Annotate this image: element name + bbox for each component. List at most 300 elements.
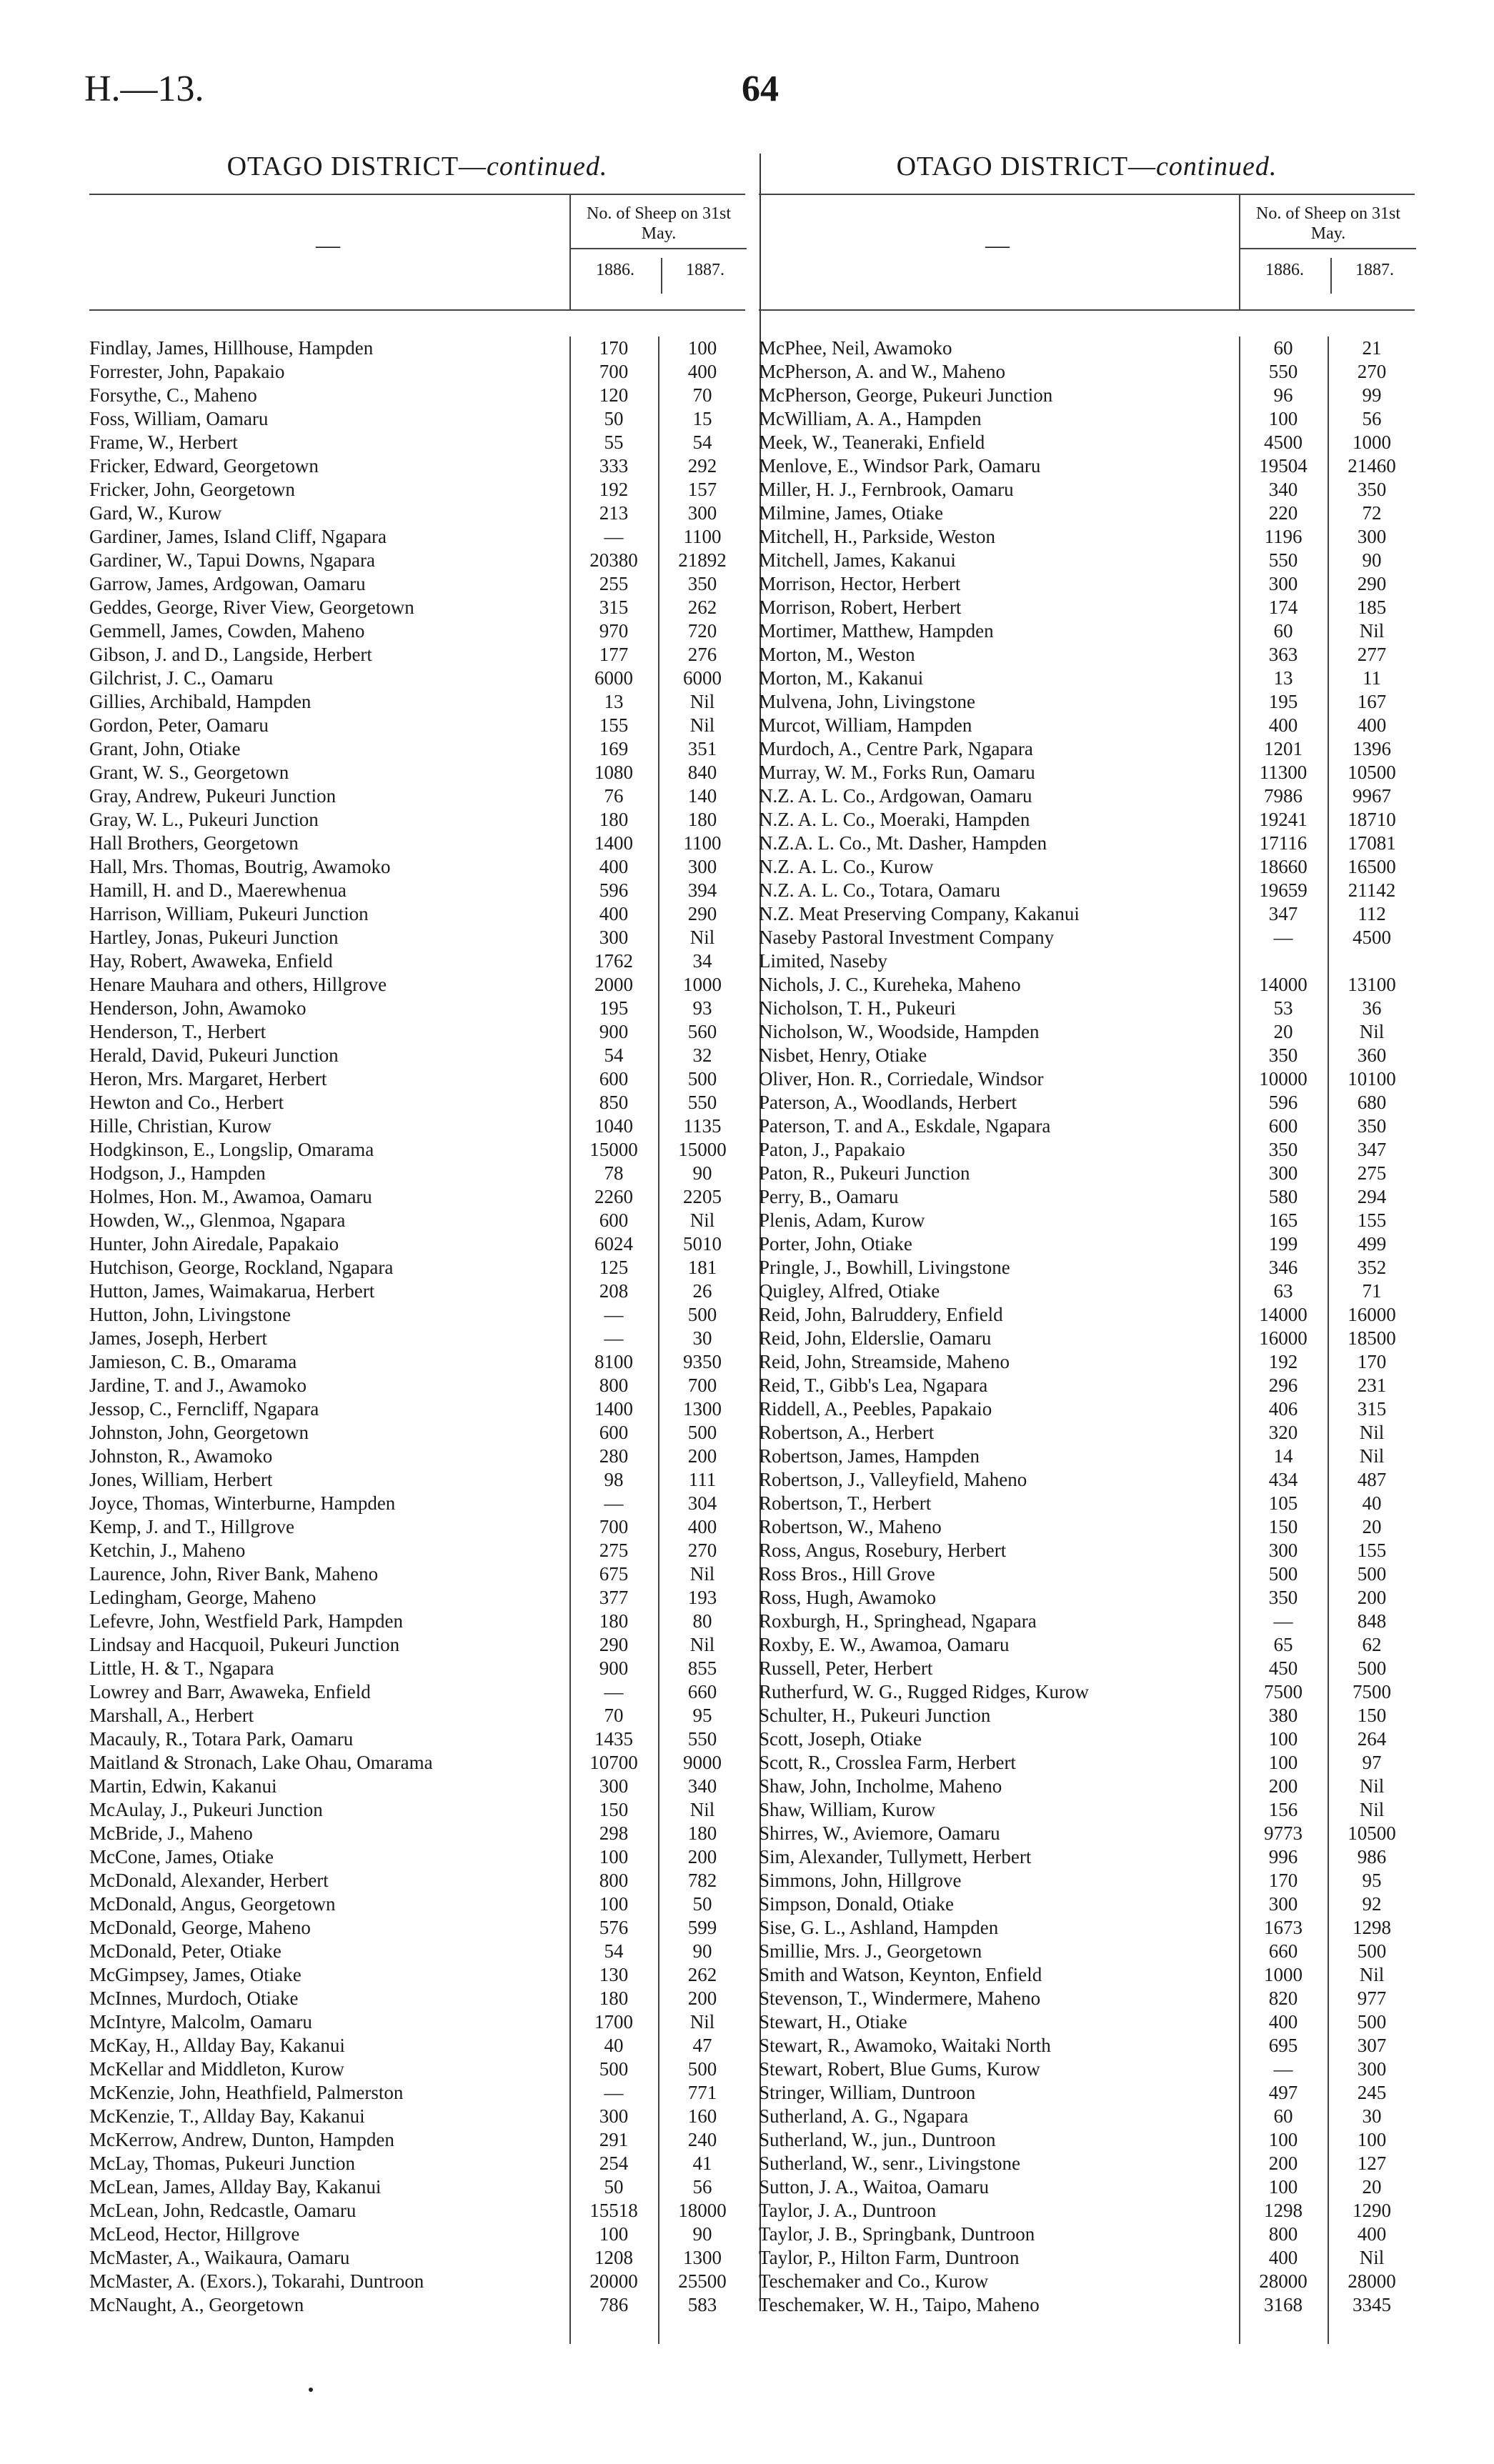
name-column-header: — — [316, 232, 340, 259]
table-row — [759, 1751, 1415, 1775]
sheep-count-1887: 300 — [1357, 2058, 1387, 2080]
sheep-count-1886: 400 — [1268, 2247, 1298, 2268]
year-1887-header: 1887. — [661, 258, 748, 294]
sheep-count-1886: — — [604, 1492, 624, 1514]
sheep-count-1887: 10100 — [1348, 1068, 1396, 1089]
sheep-count-1887: 21142 — [1348, 879, 1396, 901]
table-row — [89, 808, 745, 832]
table-row — [89, 549, 745, 572]
sheep-count-1886: 700 — [599, 361, 629, 382]
table-row — [759, 2175, 1415, 2199]
owner-name: McLay, Thomas, Pukeuri Junction — [89, 2153, 355, 2174]
sheep-count-1887: 262 — [687, 597, 717, 618]
table-row — [89, 997, 745, 1020]
owner-name: Roxburgh, H., Springhead, Ngapara — [759, 1610, 1037, 1632]
sheep-count-1887: 170 — [1357, 1351, 1387, 1372]
sheep-count-1886: 170 — [1268, 1870, 1298, 1891]
sheep-count-1887: 200 — [687, 1987, 717, 2009]
table-row — [89, 1209, 745, 1232]
table-row — [89, 1445, 745, 1468]
table-row — [759, 784, 1415, 808]
owner-name: Garrow, James, Ardgowan, Oamaru — [89, 573, 366, 594]
table-row — [759, 1562, 1415, 1586]
sheep-count-1886: 55 — [604, 432, 624, 453]
sheep-count-1886: 580 — [1268, 1186, 1298, 1207]
sheep-count-1886: 1400 — [594, 1398, 633, 1420]
owner-name: Murcot, William, Hampden — [759, 714, 972, 736]
sheep-count-1887: 180 — [687, 809, 717, 830]
owner-name: Grant, W. S., Georgetown — [89, 762, 289, 783]
sheep-count-1886: 300 — [1268, 1162, 1298, 1184]
sheep-column-header — [569, 195, 747, 309]
owner-name: Gard, W., Kurow — [89, 502, 222, 524]
owner-name: McMaster, A. (Exors.), Tokarahi, Duntroon — [89, 2270, 424, 2292]
owner-name: Nisbet, Henry, Otiake — [759, 1044, 927, 1066]
sheep-count-1886: 54 — [604, 1044, 624, 1066]
table-row — [759, 643, 1415, 667]
sheep-count-1887: Nil — [689, 2011, 715, 2032]
sheep-count-1887: 21460 — [1348, 455, 1396, 477]
owner-name: Mitchell, H., Parkside, Weston — [759, 526, 996, 547]
sheep-count-1887: 160 — [687, 2105, 717, 2127]
sheep-count-1887: 36 — [1362, 997, 1382, 1019]
sheep-count-1887: 290 — [1357, 573, 1387, 594]
table-row — [89, 855, 745, 879]
table-row — [759, 549, 1415, 572]
sheep-count-1886: 850 — [599, 1092, 629, 1113]
table-row — [759, 1822, 1415, 1845]
sheep-count-1886: 13 — [1273, 667, 1293, 689]
table-row — [89, 1350, 745, 1374]
sheep-count-1887: 1300 — [683, 2247, 722, 2268]
owner-name: Plenis, Adam, Kurow — [759, 1209, 925, 1231]
sheep-count-1887: 90 — [692, 2223, 712, 2245]
owner-name: Jamieson, C. B., Omarama — [89, 1351, 297, 1372]
sheep-count-1886: 195 — [599, 997, 629, 1019]
owner-name: Hewton and Co., Herbert — [89, 1092, 284, 1113]
table-row — [89, 572, 745, 596]
sheep-count-1886: 786 — [599, 2294, 629, 2315]
sheep-count-1886: 1673 — [1264, 1917, 1303, 1938]
sheep-count-1886: 291 — [599, 2129, 629, 2150]
sheep-count-1886: 192 — [599, 479, 629, 500]
owner-name: Gordon, Peter, Oamaru — [89, 714, 269, 736]
table-row — [89, 619, 745, 643]
sheep-count-1887: 300 — [687, 502, 717, 524]
owner-name: N.Z. A. L. Co., Ardgowan, Oamaru — [759, 785, 1032, 807]
sheep-count-1887: 50 — [692, 1893, 712, 1915]
table-row — [759, 1916, 1415, 1940]
owner-name: Teschemaker, W. H., Taipo, Maheno — [759, 2294, 1040, 2315]
table-row — [759, 1209, 1415, 1232]
owner-name: McWilliam, A. A., Hampden — [759, 408, 982, 429]
owner-name: Meek, W., Teaneraki, Enfield — [759, 432, 985, 453]
table-row — [89, 1562, 745, 1586]
sheep-count-1887: Nil — [689, 1634, 715, 1655]
sheep-count-1886: 19659 — [1259, 879, 1308, 901]
year-1886-header: 1886. — [596, 261, 634, 279]
sheep-count-1887: 1298 — [1353, 1917, 1391, 1938]
owner-name: Henderson, T., Herbert — [89, 1021, 267, 1042]
owner-name: McLean, James, Allday Bay, Kakanui — [89, 2176, 382, 2198]
sheep-count-1886: 320 — [1268, 1422, 1298, 1443]
table-row — [89, 2293, 745, 2317]
sheep-count-1887: 20 — [1362, 2176, 1382, 2198]
sheep-count-1887: 25500 — [678, 2270, 727, 2292]
sheep-count-1887: 13100 — [1348, 974, 1396, 995]
table-row — [759, 1374, 1415, 1397]
sheep-count-1886: 100 — [599, 1846, 629, 1867]
sheep-count-1886: 290 — [599, 1634, 629, 1655]
owner-name: Foss, William, Oamaru — [89, 408, 269, 429]
sheep-count-1887: Nil — [689, 714, 715, 736]
owner-name: Forsythe, C., Maheno — [89, 384, 257, 406]
sheep-count-1887: 40 — [1362, 1492, 1382, 1514]
sheep-count-1886: 596 — [1268, 1092, 1298, 1113]
sheep-count-1886: 13 — [604, 691, 624, 712]
sheep-count-1886: 16000 — [1259, 1327, 1308, 1349]
owner-name: Hamill, H. and D., Maerewhenua — [89, 879, 347, 901]
sheep-count-1887: 200 — [687, 1846, 717, 1867]
sheep-count-1886: 377 — [599, 1587, 629, 1608]
table-row — [759, 360, 1415, 384]
sheep-count-1886: 600 — [599, 1068, 629, 1089]
owner-name: Paton, J., Papakaio — [759, 1139, 905, 1160]
owner-name: McPherson, George, Pukeuri Junction — [759, 384, 1053, 406]
left-table-header — [89, 194, 745, 311]
table-row — [89, 714, 745, 737]
sheep-count-1887: 500 — [687, 1068, 717, 1089]
sheep-count-1887: 855 — [687, 1657, 717, 1679]
sheep-count-1887: 2205 — [683, 1186, 722, 1207]
sheep-count-1886: 8100 — [594, 1351, 633, 1372]
owner-name: Nichols, J. C., Kureheka, Maheno — [759, 974, 1021, 995]
sheep-count-1887: 200 — [687, 1445, 717, 1467]
sheep-count-1887: 18710 — [1348, 809, 1396, 830]
owner-name: N.Z. A. L. Co., Kurow — [759, 856, 934, 877]
table-row — [89, 832, 745, 855]
sheep-count-1886: 96 — [1273, 384, 1293, 406]
sheep-count-1886: 9773 — [1264, 1822, 1303, 1844]
table-row — [89, 1869, 745, 1892]
sheep-count-1887: 28000 — [1348, 2270, 1396, 2292]
owner-name: Hutton, James, Waimakarua, Herbert — [89, 1280, 375, 1302]
owner-name: Stevenson, T., Windermere, Maheno — [759, 1987, 1041, 2009]
table-row — [759, 1091, 1415, 1114]
table-row — [759, 1327, 1415, 1350]
table-row — [759, 1232, 1415, 1256]
owner-name: Little, H. & T., Ngapara — [89, 1657, 274, 1679]
owner-name: Gardiner, James, Island Cliff, Ngapara — [89, 526, 387, 547]
table-row — [759, 1845, 1415, 1869]
sheep-count-1886: 150 — [599, 1799, 629, 1820]
sheep-count-1886: 6024 — [594, 1233, 633, 1255]
sheep-count-1886: 350 — [1268, 1044, 1298, 1066]
sheep-count-1887: 193 — [687, 1587, 717, 1608]
owner-name: Schulter, H., Pukeuri Junction — [759, 1705, 991, 1726]
table-row — [89, 2034, 745, 2058]
sheep-count-1887: 400 — [1357, 714, 1387, 736]
table-row — [759, 1114, 1415, 1138]
sheep-count-1887: 840 — [687, 762, 717, 783]
owner-name: McPhee, Neil, Awamoko — [759, 337, 952, 359]
table-row — [89, 643, 745, 667]
sheep-count-1886: 300 — [599, 2105, 629, 2127]
table-row — [89, 1940, 745, 1963]
sheep-count-1887: 304 — [687, 1492, 717, 1514]
right-table-header — [759, 194, 1415, 311]
sheep-count-1887: 92 — [1362, 1893, 1382, 1915]
table-row — [89, 1067, 745, 1091]
continued-label: continued. — [487, 151, 608, 181]
sheep-count-1886: 1208 — [594, 2247, 633, 2268]
table-row — [759, 2270, 1415, 2293]
owner-name: Hodgson, J., Hampden — [89, 1162, 266, 1184]
owner-name: Gray, Andrew, Pukeuri Junction — [89, 785, 337, 807]
sheep-count-1887: 264 — [1357, 1728, 1387, 1750]
table-row — [759, 1775, 1415, 1798]
sheep-count-1887: Nil — [1359, 1445, 1385, 1467]
sheep-count-1887: 185 — [1357, 597, 1387, 618]
owner-name: McIntyre, Malcolm, Oamaru — [89, 2011, 312, 2032]
owner-name: Hodgkinson, E., Longslip, Omarama — [89, 1139, 374, 1160]
table-row — [89, 2270, 745, 2293]
sheep-count-1886: 20380 — [589, 549, 638, 571]
table-row — [89, 2223, 745, 2246]
table-row — [89, 502, 745, 525]
sheep-count-1887: 56 — [692, 2176, 712, 2198]
sheep-count-1887: 340 — [687, 1775, 717, 1797]
sheep-count-1887: Nil — [1359, 1021, 1385, 1042]
sheep-count-1886: — — [604, 1304, 624, 1325]
sheep-count-1886: 100 — [1268, 1728, 1298, 1750]
table-row — [89, 525, 745, 549]
sheep-count-1887: 9000 — [683, 1752, 722, 1773]
sheep-count-1887: 3345 — [1353, 2294, 1391, 2315]
owner-name: Howden, W.,, Glenmoa, Ngapara — [89, 1209, 346, 1231]
table-row — [759, 502, 1415, 525]
sheep-count-1887: 95 — [692, 1705, 712, 1726]
owner-name: Ledingham, George, Maheno — [89, 1587, 317, 1608]
table-row — [759, 454, 1415, 478]
sheep-count-1887: 977 — [1357, 1987, 1387, 2009]
owner-name: Limited, Naseby — [759, 950, 887, 972]
sheep-count-1886: 970 — [599, 620, 629, 642]
sheep-count-1886: 1000 — [1264, 1964, 1303, 1985]
owner-name: Gilchrist, J. C., Oamaru — [89, 667, 274, 689]
table-row — [759, 1680, 1415, 1704]
owner-name: Geddes, George, River View, Georgetown — [89, 597, 414, 618]
sheep-count-1886: 169 — [599, 738, 629, 759]
sheep-count-1886: 600 — [1268, 1115, 1298, 1137]
sheep-count-1887: 276 — [687, 644, 717, 665]
table-row — [759, 407, 1415, 431]
table-row — [89, 1138, 745, 1162]
sheep-count-1886: 213 — [599, 502, 629, 524]
table-row — [759, 2128, 1415, 2152]
sheep-count-1887: Nil — [689, 927, 715, 948]
sheep-count-1886: 400 — [1268, 2011, 1298, 2032]
owner-name: Milmine, James, Otiake — [759, 502, 943, 524]
sheep-count-1886: 600 — [599, 1422, 629, 1443]
sheep-count-1886: 675 — [599, 1563, 629, 1585]
table-row — [759, 1468, 1415, 1492]
owner-name: Kemp, J. and T., Hillgrove — [89, 1516, 294, 1537]
owner-name: Hutton, John, Livingstone — [89, 1304, 291, 1325]
table-row — [89, 1114, 745, 1138]
sheep-count-1886: 1400 — [594, 832, 633, 854]
table-row — [89, 2058, 745, 2081]
owner-name: Gray, W. L., Pukeuri Junction — [89, 809, 319, 830]
table-row — [759, 2105, 1415, 2128]
left-table-body — [89, 336, 745, 2317]
sheep-count-1886: 300 — [1268, 573, 1298, 594]
sheep-count-1886: 100 — [1268, 2176, 1298, 2198]
sheep-count-1887: 550 — [687, 1092, 717, 1113]
owner-name: Murray, W. M., Forks Run, Oamaru — [759, 762, 1035, 783]
sheep-count-1886: 820 — [1268, 1987, 1298, 2009]
sheep-count-1887: 270 — [687, 1540, 717, 1561]
sheep-count-1886: 315 — [599, 597, 629, 618]
sheep-count-1887: 300 — [687, 856, 717, 877]
table-row — [759, 832, 1415, 855]
sheep-count-1887: 400 — [687, 1516, 717, 1537]
sheep-count-1886: 3168 — [1264, 2294, 1303, 2315]
sheep-count-1887: 848 — [1357, 1610, 1387, 1632]
owner-name: Harrison, William, Pukeuri Junction — [89, 903, 369, 924]
owner-name: Maitland & Stronach, Lake Ohau, Omarama — [89, 1752, 433, 1773]
sheep-count-1886: 170 — [599, 337, 629, 359]
sheep-count-1887: 112 — [1358, 903, 1386, 924]
sheep-count-1887: Nil — [689, 1799, 715, 1820]
sheep-count-1886: 130 — [599, 1964, 629, 1985]
sheep-count-1887: 90 — [1362, 549, 1382, 571]
sheep-count-1886: 156 — [1268, 1799, 1298, 1820]
sheep-count-1886: 18660 — [1259, 856, 1308, 877]
owner-name: Jones, William, Herbert — [89, 1469, 273, 1490]
sheep-count-1887: 394 — [687, 879, 717, 901]
sheep-count-1886: 100 — [599, 1893, 629, 1915]
sheep-count-1887: 245 — [1357, 2082, 1387, 2103]
table-row — [759, 1044, 1415, 1067]
sheep-count-1886: 100 — [1268, 2129, 1298, 2150]
owner-name: Smillie, Mrs. J., Georgetown — [759, 1940, 982, 1962]
owner-name: Hall Brothers, Georgetown — [89, 832, 299, 854]
sheep-count-1886: 28000 — [1259, 2270, 1308, 2292]
sheep-count-1886: 50 — [604, 2176, 624, 2198]
table-row — [89, 1892, 745, 1916]
owner-name: Morton, M., Kakanui — [759, 667, 924, 689]
sheep-count-1886: 105 — [1268, 1492, 1298, 1514]
sheep-count-1886: 254 — [599, 2153, 629, 2174]
sheep-count-1887: 90 — [692, 1940, 712, 1962]
table-row — [759, 1940, 1415, 1963]
sheep-count-1886: 60 — [1273, 620, 1293, 642]
table-row — [89, 1775, 745, 1798]
sheep-count-1886: 346 — [1268, 1257, 1298, 1278]
sheep-count-1887: 500 — [687, 1422, 717, 1443]
table-row — [759, 1515, 1415, 1539]
table-row — [759, 1421, 1415, 1445]
sheep-count-1886: 14000 — [1259, 1304, 1308, 1325]
sheep-count-1887: 4500 — [1353, 927, 1391, 948]
sheep-count-1887: 18000 — [678, 2200, 727, 2221]
sheep-count-1886: 596 — [599, 879, 629, 901]
sheep-count-1887: 500 — [1357, 1940, 1387, 1962]
table-row — [89, 737, 745, 761]
sheep-count-1887: 351 — [687, 738, 717, 759]
sheep-count-1886: 120 — [599, 384, 629, 406]
table-row — [759, 2010, 1415, 2034]
table-row — [759, 2152, 1415, 2175]
sheep-count-1887: 500 — [1357, 1563, 1387, 1585]
owner-name: Herald, David, Pukeuri Junction — [89, 1044, 339, 1066]
sheep-count-1887: 18500 — [1348, 1327, 1396, 1349]
owner-name: Gardiner, W., Tapui Downs, Ngapara — [89, 549, 375, 571]
sheep-count-1887: 307 — [1357, 2035, 1387, 2056]
sheep-count-1886: 576 — [599, 1917, 629, 1938]
sheep-count-1887: Nil — [1359, 1799, 1385, 1820]
sheep-count-1886: 695 — [1268, 2035, 1298, 2056]
sheep-count-1887: 500 — [687, 2058, 717, 2080]
table-row — [89, 384, 745, 407]
sheep-count-1887: 500 — [687, 1304, 717, 1325]
sheep-count-1887: 270 — [1357, 361, 1387, 382]
sheep-count-1887: 16000 — [1348, 1304, 1396, 1325]
owner-name: Sutton, J. A., Waitoa, Oamaru — [759, 2176, 990, 2198]
owner-name: McMaster, A., Waikaura, Oamaru — [89, 2247, 350, 2268]
sheep-count-1887: 15 — [692, 408, 712, 429]
sheep-count-1887: 7500 — [1353, 1681, 1391, 1702]
sheep-count-1887: 700 — [687, 1375, 717, 1396]
sheep-count-1886: 17116 — [1259, 832, 1308, 854]
owner-name: Quigley, Alfred, Otiake — [759, 1280, 940, 1302]
sheep-count-1886: 14000 — [1259, 974, 1308, 995]
sheep-count-1887: 54 — [692, 432, 712, 453]
table-row — [89, 667, 745, 690]
table-row — [89, 2128, 745, 2152]
sheep-count-1886: 450 — [1268, 1657, 1298, 1679]
sheep-count-1887: 720 — [687, 620, 717, 642]
table-row — [759, 2223, 1415, 2246]
owner-name: Teschemaker and Co., Kurow — [759, 2270, 989, 2292]
sheep-column-header — [1239, 195, 1416, 309]
sheep-count-1886: 275 — [599, 1540, 629, 1561]
owner-name: McDonald, Alexander, Herbert — [89, 1870, 329, 1891]
table-row — [89, 1539, 745, 1562]
continued-label: continued. — [1156, 151, 1278, 181]
table-row — [759, 336, 1415, 360]
owner-name: Nicholson, T. H., Pukeuri — [759, 997, 956, 1019]
table-row — [89, 1822, 745, 1845]
owner-name: Martin, Edwin, Kakanui — [89, 1775, 277, 1797]
sheep-column-title: No. of Sheep on 31st May. — [571, 195, 747, 249]
table-row — [759, 2293, 1415, 2317]
table-row — [89, 1397, 745, 1421]
sheep-count-1887: 97 — [1362, 1752, 1382, 1773]
table-row — [89, 360, 745, 384]
sheep-count-1887: 99 — [1362, 384, 1382, 406]
sheep-count-1886: 78 — [604, 1162, 624, 1184]
sheep-count-1887: 771 — [687, 2082, 717, 2103]
table-row — [89, 926, 745, 949]
sheep-count-1886: 300 — [1268, 1893, 1298, 1915]
owner-name: McGimpsey, James, Otiake — [89, 1964, 302, 1985]
sheep-count-1887: 277 — [1357, 644, 1387, 665]
owner-name: N.Z. A. L. Co., Moeraki, Hampden — [759, 809, 1030, 830]
decorative-dot — [309, 2388, 313, 2392]
sheep-count-1886: 19241 — [1259, 809, 1308, 830]
